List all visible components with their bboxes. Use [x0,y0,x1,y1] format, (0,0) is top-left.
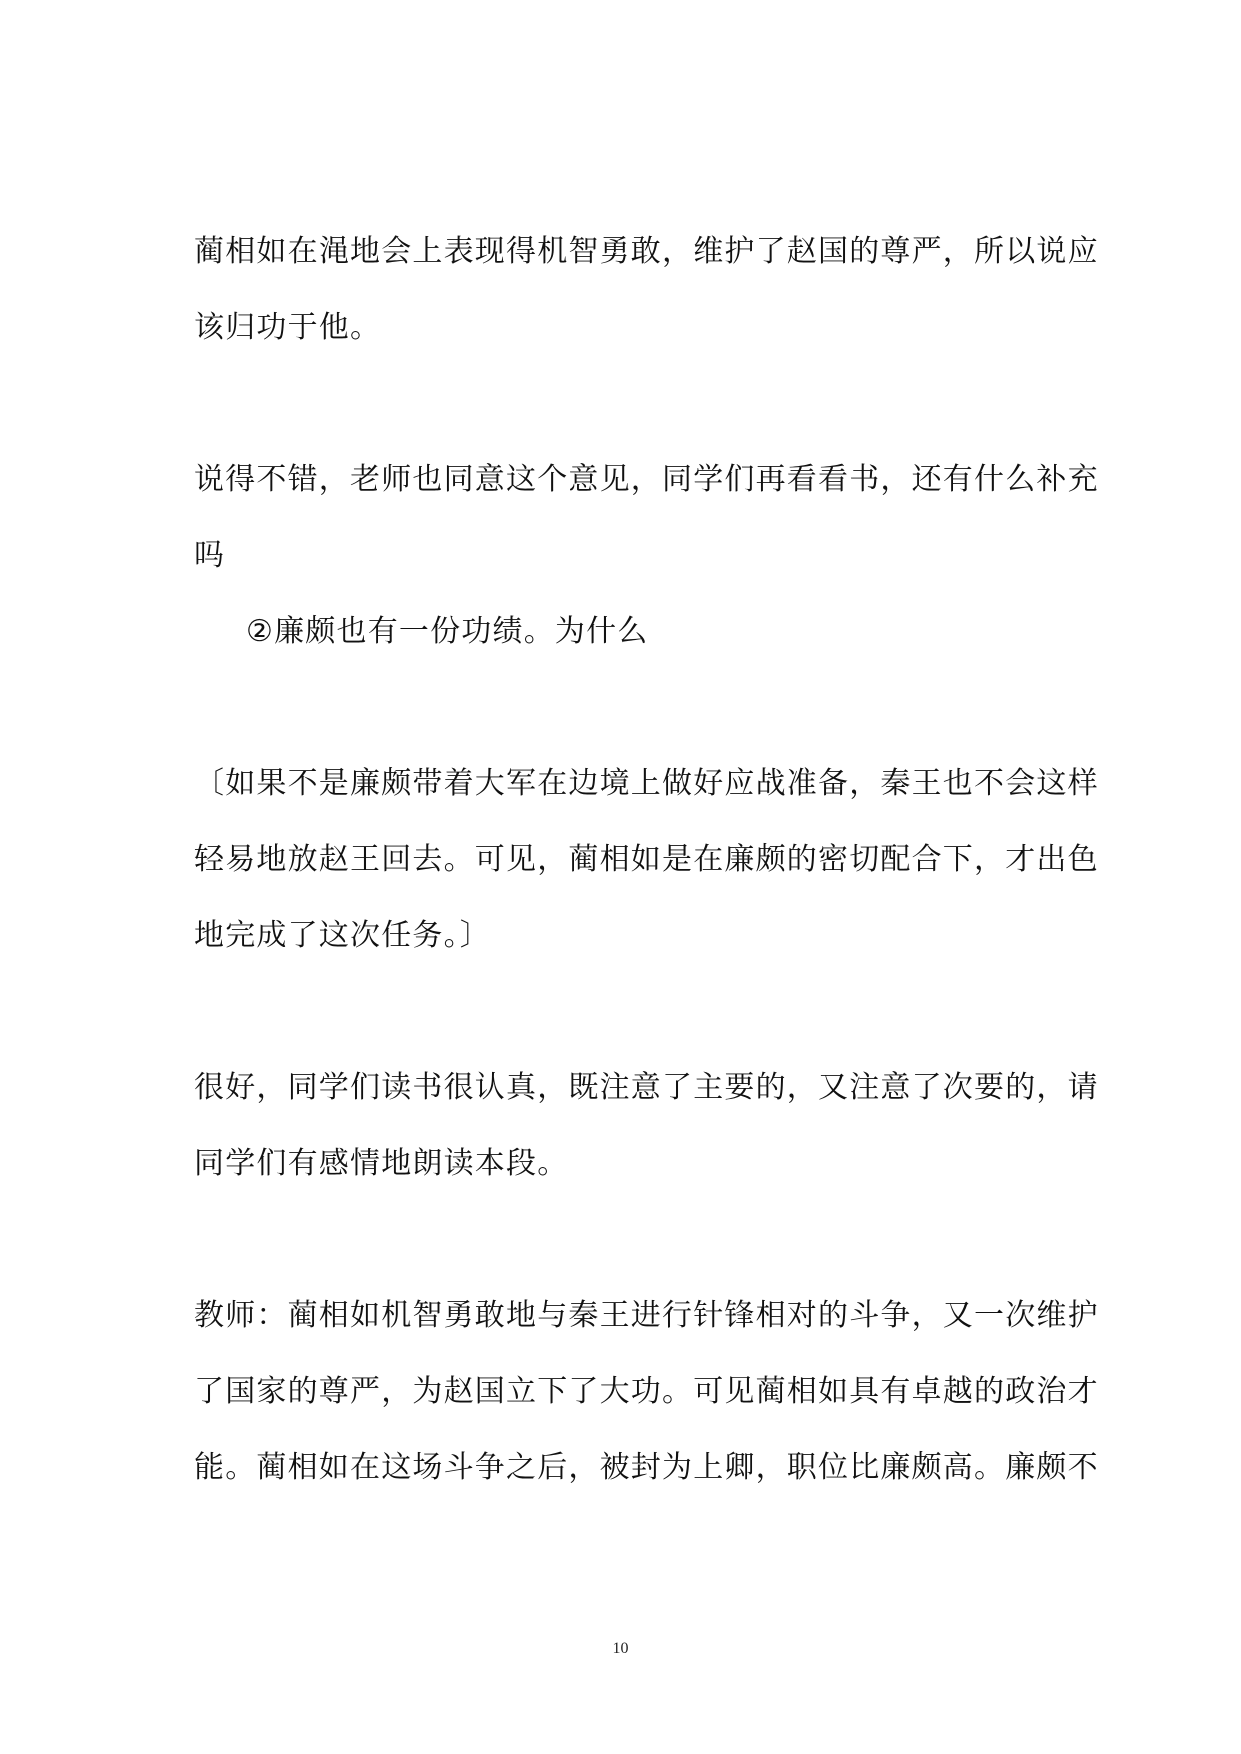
teacher-text-line: 教师：蔺相如机智勇敢地与秦王进行针锋相对的斗争，又一次维护 [194,1298,1099,1333]
text-line: 说得不错，老师也同意这个意见，同学们再看看书，还有什么补充 [194,462,1099,497]
teacher-text-line: 了国家的尊严，为赵国立下了大功。可见蔺相如具有卓越的政治才 [194,1374,1099,1409]
bracketed-answer-line: 轻易地放赵王回去。可见，蔺相如是在廉颇的密切配合下，才出色 [194,842,1099,877]
page-number: 10 [612,1640,629,1657]
bracketed-answer-line: 〔如果不是廉颇带着大军在边境上做好应战准备，秦王也不会这样 [194,766,1099,801]
numbered-item-line: ②廉颇也有一份功绩。为什么 [246,614,649,649]
text-line: 很好，同学们读书很认真，既注意了主要的，又注意了次要的，请 [194,1070,1099,1105]
text-line: 蔺相如在渑地会上表现得机智勇敢，维护了赵国的尊严，所以说应 [194,234,1099,269]
text-line: 同学们有感情地朗读本段。 [194,1146,569,1181]
text-line: 吗 [194,538,226,573]
teacher-text-line: 能。蔺相如在这场斗争之后，被封为上卿，职位比廉颇高。廉颇不 [194,1450,1099,1485]
bracketed-answer-line: 地完成了这次任务。〕 [194,918,491,953]
text-line: 该归功于他。 [194,310,382,345]
